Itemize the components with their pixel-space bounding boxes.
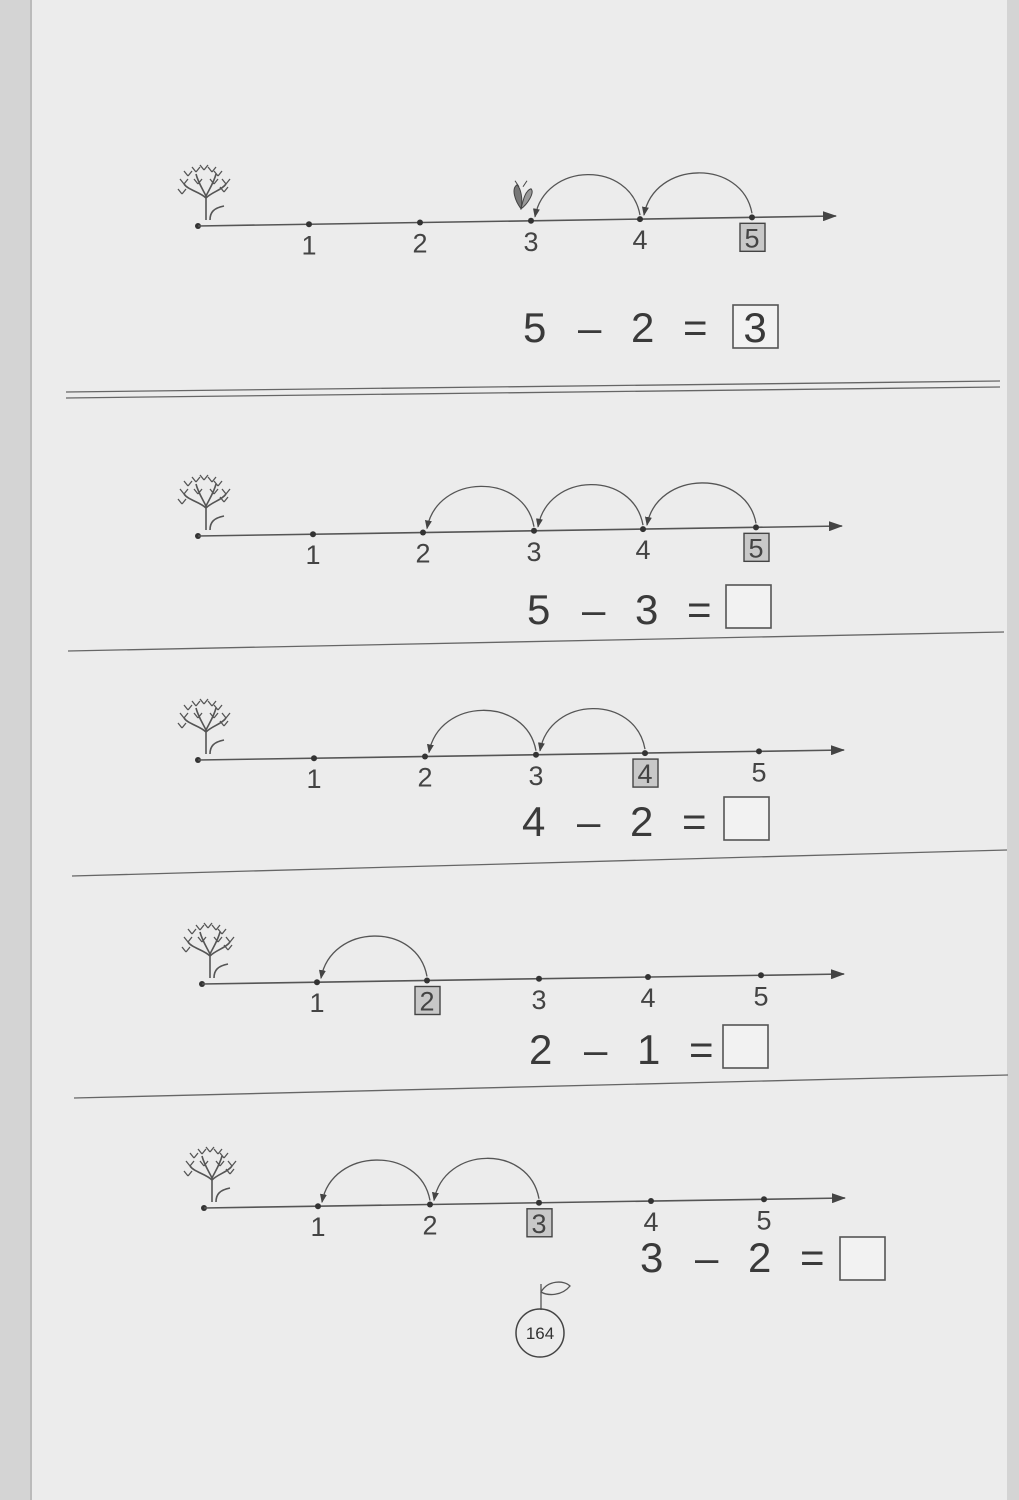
tick-dot [531,528,537,534]
tree-trunk [190,1156,232,1202]
exercise-4 [182,923,844,1073]
equation-b: 3 [635,586,659,633]
equation [529,1025,768,1073]
tree-trunk [188,932,230,978]
tree-leaf [184,481,192,486]
tree-leaf [180,713,188,718]
tick-dot [311,755,317,761]
answer-box[interactable] [723,1025,768,1068]
tree-leaf [184,937,192,942]
tree-leaf [178,723,186,728]
tree-leaf [200,475,208,480]
tick-dot [749,214,755,220]
tree-leaf [192,477,200,482]
section-divider [66,381,1000,392]
tree-leaf [184,171,192,176]
leaf-icon [541,1282,570,1310]
answer-value: 3 [743,304,767,351]
section-divider [72,850,1007,876]
tree-leaf [226,937,234,942]
butterfly-wing [514,185,522,209]
tick-dot [420,530,426,536]
tick-label: 1 [309,988,325,1019]
tick-label: 5 [751,757,767,788]
tree-leaf [198,1149,206,1154]
tree-leaf [220,497,228,502]
exercise-5 [184,1147,885,1281]
tick-label: 2 [417,762,433,793]
equation-op: – [577,798,601,845]
tree-leaf [184,1171,192,1176]
tick-label: 1 [306,764,322,795]
tick-dot [758,972,764,978]
tick-label: 3 [531,1208,547,1239]
tick-label: 4 [635,535,651,566]
equation-a: 5 [527,586,551,633]
exercise-1 [178,165,836,351]
number-line-axis [198,750,844,760]
tick-dot [753,524,759,530]
tree-leaf [206,1147,214,1152]
answer-box[interactable] [724,797,769,840]
tick-label: 3 [526,536,542,567]
exercise-2 [178,475,842,633]
tick-label: 2 [412,228,428,259]
tick-dot [640,526,646,532]
tree-leaf [192,701,200,706]
tick-label: 3 [531,984,547,1015]
tree-leaf [182,947,190,952]
tree-leaf [180,179,188,184]
tick-label: 1 [301,230,317,261]
tick-label: 1 [310,1212,326,1243]
equation-op: – [582,586,606,633]
hop-arc [429,710,536,752]
tree-leaf [196,925,204,930]
tree-leaf [220,187,228,192]
equation-eq: = [683,304,708,351]
tick-label: 4 [640,983,656,1014]
equation-a: 4 [522,798,546,845]
answer-box[interactable] [840,1237,885,1280]
tick-dot [306,221,312,227]
equation-a: 5 [523,304,547,351]
tree-leaf [200,699,208,704]
tick-dot [536,976,542,982]
tree-leaf [200,165,208,170]
tree-leaf [224,945,232,950]
tick-dot [645,974,651,980]
tick-dot [314,979,320,985]
tick-dot [637,216,643,222]
equation-b: 2 [630,798,654,845]
tree-icon [178,699,230,763]
tree-leaf [190,1153,198,1158]
tick-dot [756,748,762,754]
tree-icon [182,923,234,987]
tick-label: 2 [422,1210,438,1241]
hop-arc [427,486,534,528]
tick-dot [315,1203,321,1209]
equation-a: 3 [640,1234,664,1281]
section-divider [74,1075,1008,1098]
tick-label: 5 [756,1205,772,1236]
hop-arc [322,1160,430,1202]
hop-arc [644,173,752,215]
equation-op: – [695,1234,719,1281]
number-line-axis [204,1198,845,1208]
tick-dot [533,752,539,758]
tick-label: 5 [744,223,760,254]
hop-arc [535,175,640,217]
tick-label: 4 [637,759,653,790]
tick-label: 1 [305,540,321,571]
tree-leaf [226,1169,234,1174]
tick-dot [642,750,648,756]
equation-eq: = [682,798,707,845]
tree-leaf [186,1161,194,1166]
answer-box[interactable] [726,585,771,628]
tree-leaf [188,929,196,934]
tick-label: 5 [753,981,769,1012]
tick-dot [422,753,428,759]
equation [640,1234,885,1281]
butterfly-wing [521,189,532,209]
hop-arc [434,1158,539,1200]
tick-dot [761,1196,767,1202]
tick-label: 2 [419,986,435,1017]
equation [527,585,771,633]
tick-dot [536,1200,542,1206]
number-line-axis [202,974,844,984]
tick-dot [424,977,430,983]
equation-eq: = [689,1026,714,1073]
tick-dot [310,531,316,537]
tree-leaf [180,489,188,494]
equation-a: 2 [529,1026,553,1073]
tree-leaf [222,713,230,718]
tree-icon [178,475,230,539]
tree-leaf [184,705,192,710]
tree-icon [178,165,230,229]
exercise-3 [178,699,844,845]
section-divider [68,632,1004,651]
tree-trunk [184,484,226,530]
equation-b: 2 [748,1234,772,1281]
tree-icon [184,1147,236,1211]
butterfly-icon [514,181,532,209]
tick-dot [417,220,423,226]
equation [523,304,778,351]
hop-arc [647,483,756,525]
equation-eq: = [687,586,712,633]
tree-leaf [220,721,228,726]
equation-eq: = [800,1234,825,1281]
tree-trunk [184,174,226,220]
page-number: 164 [525,1324,555,1343]
tree-leaf [222,179,230,184]
tree-trunk [184,708,226,754]
tick-label: 4 [632,225,648,256]
tick-label: 4 [643,1207,659,1238]
equation [522,797,769,845]
tick-dot [427,1201,433,1207]
hop-arc [540,709,645,751]
equation-b: 2 [631,304,655,351]
tree-leaf [178,499,186,504]
hop-arc [321,936,427,978]
tick-label: 3 [523,226,539,257]
equation-op: – [584,1026,608,1073]
page-number-badge [516,1282,570,1357]
tree-leaf [204,923,212,928]
equation-b: 1 [637,1026,661,1073]
tick-dot [648,1198,654,1204]
section-divider [66,387,1000,398]
hop-arc [538,485,643,527]
tree-leaf [228,1161,236,1166]
tick-dot [528,218,534,224]
equation-op: – [578,304,602,351]
tick-label: 2 [415,538,431,569]
tree-leaf [178,189,186,194]
tree-leaf [222,489,230,494]
tick-label: 3 [528,760,544,791]
tree-leaf [192,167,200,172]
tick-label: 5 [748,533,764,564]
